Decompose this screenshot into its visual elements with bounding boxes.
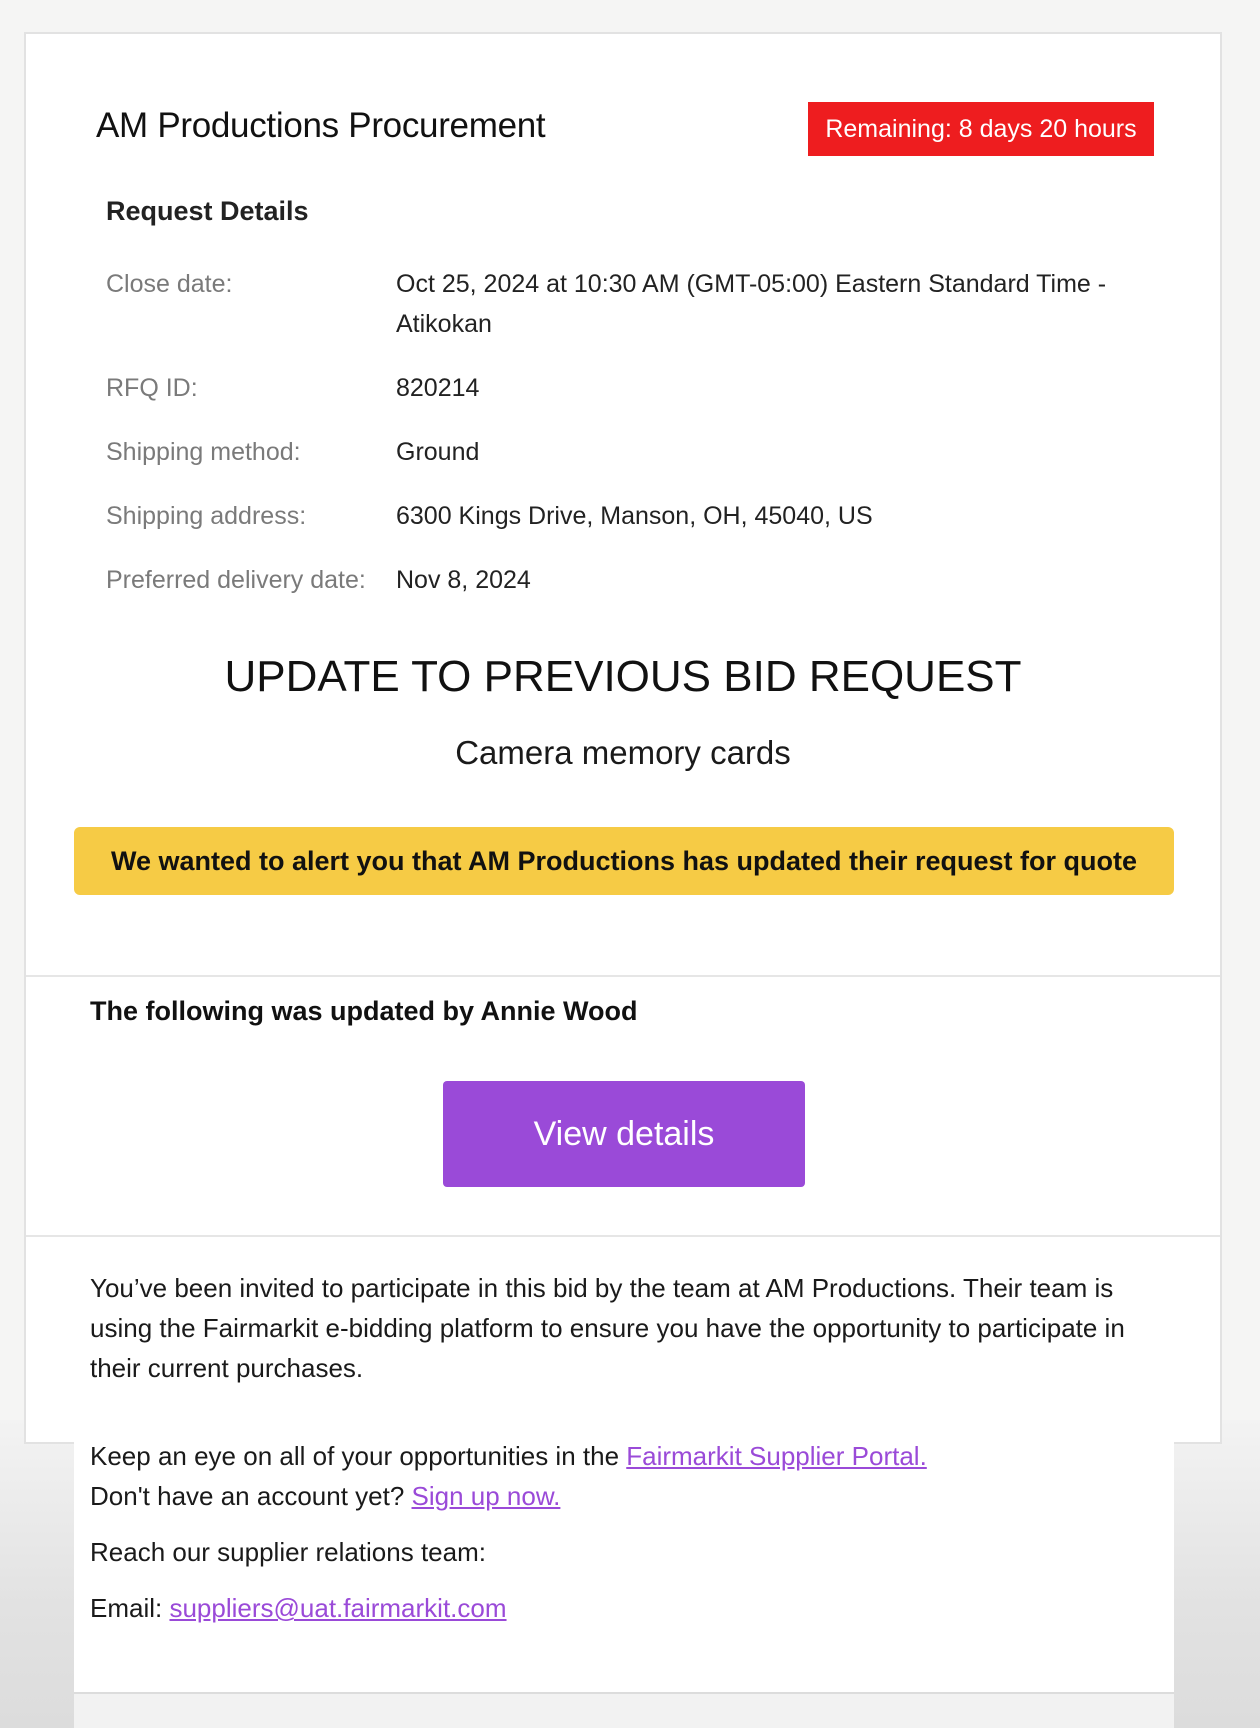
close-date-label: Close date: [106, 270, 233, 298]
update-heading: UPDATE TO PREVIOUS BID REQUEST [224, 652, 1022, 701]
supplier-email-link[interactable]: suppliers@uat.fairmarkit.com [169, 1593, 507, 1623]
view-details-button[interactable]: View details [443, 1081, 805, 1187]
remaining-time-badge: Remaining: 8 days 20 hours [808, 102, 1154, 156]
signup-line [90, 1476, 1170, 1516]
close-date-value: Oct 25, 2024 at 10:30 AM (GMT-05:00) Eastern Standard Time - Atikokan [396, 270, 1107, 338]
rfq-id-label: RFQ ID: [106, 374, 198, 402]
shipping-address-value: 6300 Kings Drive, Manson, OH, 45040, US [396, 502, 873, 530]
email-line [90, 1588, 1170, 1628]
reach-team-text: Reach our supplier relations team: [90, 1537, 486, 1567]
section-divider [26, 975, 1220, 977]
rfq-id-value: 820214 [396, 374, 480, 402]
signup-line-text: Don't have an account yet? [90, 1481, 412, 1511]
invite-paragraph: You’ve been invited to participate in this bid by the team at AM Productions. Their team is using the Fairmarkit e-bidding platform to ensure you have the opportunity to participate in their current purchases. [90, 1273, 1125, 1383]
update-alert-banner: We wanted to alert you that AM Productions has updated their request for quote [74, 827, 1174, 895]
updated-by-text: The following was updated by Annie Wood [90, 996, 638, 1026]
request-details-heading: Request Details [106, 196, 309, 226]
request-subtitle: Camera memory cards [455, 734, 791, 771]
supplier-portal-link[interactable]: Fairmarkit Supplier Portal. [626, 1441, 927, 1471]
shipping-method-label: Shipping method: [106, 438, 301, 466]
delivery-date-value: Nov 8, 2024 [396, 566, 531, 594]
portal-line [90, 1436, 1170, 1476]
footer-strip [74, 1694, 1174, 1728]
section-divider [26, 1235, 1220, 1237]
org-title: AM Productions Procurement [96, 106, 546, 145]
email-label: Email: [90, 1593, 170, 1623]
portal-line-text: Keep an eye on all of your opportunities in the [90, 1441, 627, 1471]
sign-up-link[interactable]: Sign up now. [411, 1481, 561, 1511]
shipping-method-value: Ground [396, 438, 480, 466]
shipping-address-label: Shipping address: [106, 502, 307, 530]
delivery-date-label: Preferred delivery date: [106, 566, 366, 594]
